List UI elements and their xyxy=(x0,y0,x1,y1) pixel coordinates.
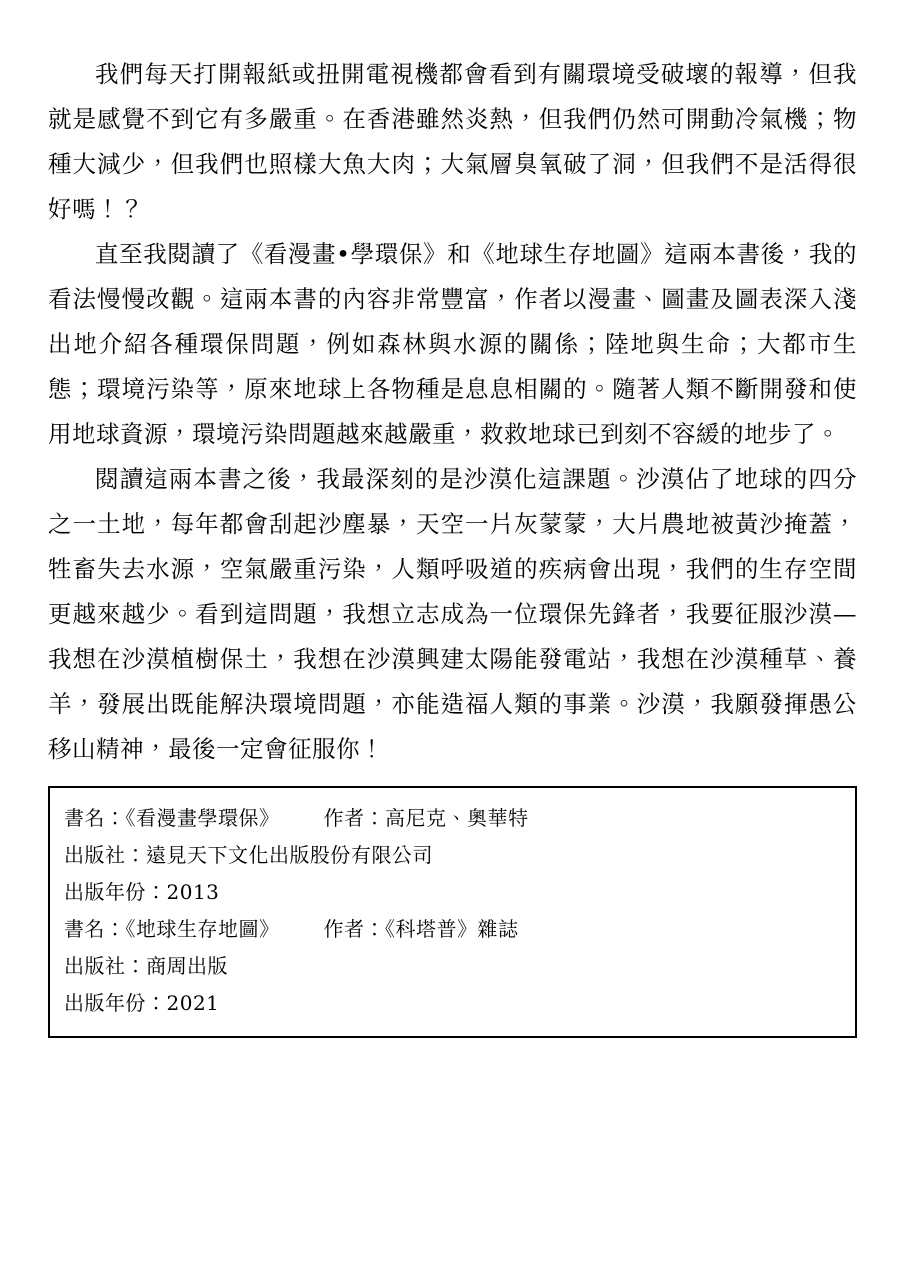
book-info-line-3: 出版年份：2013 xyxy=(64,880,220,904)
book-title-label-1: 書名： xyxy=(64,806,126,830)
paragraph-3: 閱讀這兩本書之後，我最深刻的是沙漠化這課題。沙漠佔了地球的四分之一土地，每年都會刮起沙塵暴，天空一片灰蒙蒙，大片農地被黃沙掩蓋，牲畜失去水源，空氣嚴重污染，人類呼吸道的疾病會出現，我們的生存空間更越來越少。看到這問題，我想立志成為一位環保先鋒者，我要征服沙漠—我想在沙漠植樹保土，我想在沙漠興建太陽能發電站，我想在沙漠種草、養羊，發展出既能解決環境問題，亦能造福人類的事業。沙漠，我願發揮愚公移山精神，最後一定會征服你！ xyxy=(48,465,857,763)
book-title-label-2: 書名： xyxy=(64,917,126,941)
book-info-line-4 xyxy=(64,911,841,948)
book-author-1: 高尼克、奧華特 xyxy=(385,806,529,830)
book-author-label-1: 作者： xyxy=(323,806,385,830)
book-author-label-2: 作者： xyxy=(323,917,385,941)
book-author-2: 《科塔普》雜誌 xyxy=(385,917,519,941)
book-info-line-2: 出版社：遠見天下文化出版股份有限公司 xyxy=(64,843,433,867)
book-info-line-5: 出版社：商周出版 xyxy=(64,954,228,978)
paragraph-1: 我們每天打開報紙或扭開電視機都會看到有關環境受破壞的報導，但我就是感覺不到它有多嚴重。在香港雖然炎熱，但我們仍然可開動冷氣機；物種大減少，但我們也照樣大魚大肉；大氣層臭氧破了洞，但我們不是活得很好嗎！？ xyxy=(48,60,857,223)
book-title-2: 《地球生存地圖》 xyxy=(125,917,280,941)
book-info-box xyxy=(48,786,857,1038)
book-info-line-6: 出版年份：2021 xyxy=(64,991,220,1015)
book-title-1: 《看漫畫學環保》 xyxy=(125,806,280,830)
paragraph-2: 直至我閱讀了《看漫畫•學環保》和《地球生存地圖》這兩本書後，我的看法慢慢改觀。這兩本書的內容非常豐富，作者以漫畫、圖畫及圖表深入淺出地介紹各種環保問題，例如森林與水源的關係；陸地與生命；大都市生態；環境污染等，原來地球上各物種是息息相關的。隨著人類不斷開發和使用地球資源，環境污染問題越來越嚴重，救救地球已到刻不容緩的地步了。 xyxy=(48,240,857,448)
essay-body xyxy=(48,52,857,772)
book-info-line-1 xyxy=(64,800,841,837)
